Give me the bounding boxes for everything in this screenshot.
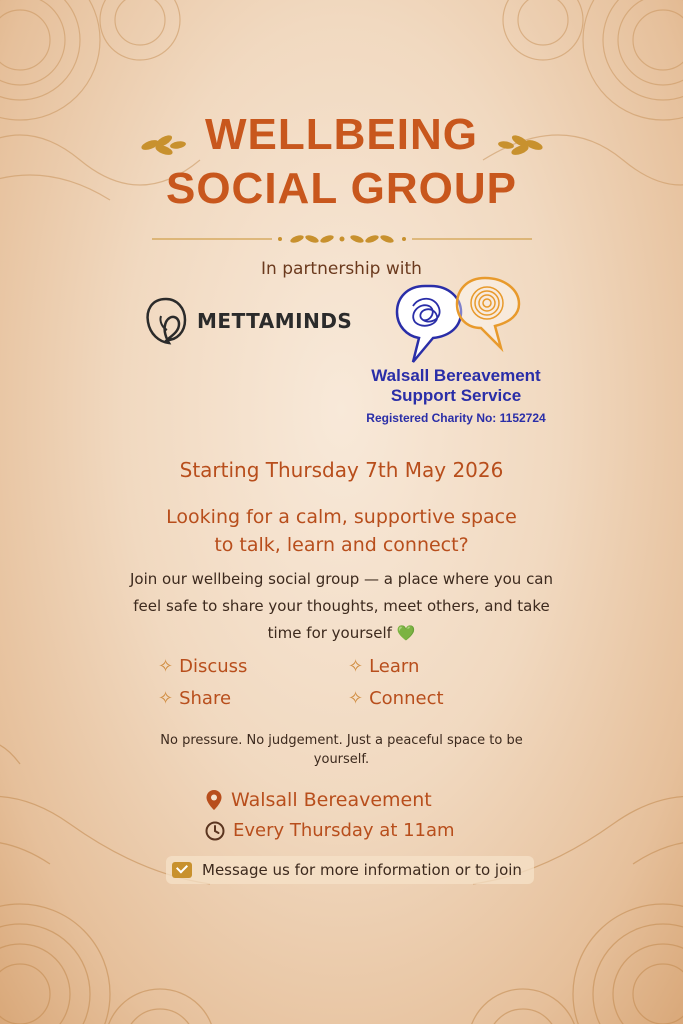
mettaminds-logo — [143, 296, 352, 346]
feature-label: Discuss — [179, 656, 248, 677]
corner-mandala-ornament-bottom-left — [0, 664, 270, 1024]
sparkle-icon: ✧ — [348, 688, 364, 709]
feature-learn — [348, 656, 419, 677]
clock-icon — [205, 821, 225, 841]
schedule-row — [205, 820, 455, 841]
walsall-service-name — [344, 366, 568, 406]
ornamental-divider — [0, 230, 683, 248]
check-mail-icon — [172, 862, 192, 878]
location-pin-icon — [205, 789, 223, 811]
sparkle-icon: ✧ — [348, 656, 364, 677]
green-heart-icon: 💚 — [396, 624, 416, 642]
walsall-name-line-2: Support Service — [390, 386, 522, 405]
leaf-divider-icon — [152, 230, 532, 248]
question-line-1: Looking for a calm, supportive space — [166, 506, 517, 528]
page-title — [0, 108, 683, 216]
description-text: Join our wellbeing social group — a place where you can feel safe to share your thoughts, meet others, and take time for yourself — [129, 570, 554, 642]
question-line-2: to talk, learn and connect? — [214, 534, 469, 556]
feature-share — [158, 688, 231, 709]
walsall-name-line-1: Walsall Bereavement — [371, 366, 541, 385]
start-date: Starting Thursday 7th May 2026 — [179, 458, 504, 482]
feature-label: Connect — [369, 688, 444, 709]
location-text: Walsall Bereavement — [231, 789, 432, 811]
location-row — [205, 789, 432, 811]
tagline: No pressure. No judgement. Just a peaceful space to be yourself. — [160, 733, 523, 767]
charity-number: Registered Charity No: 1152724 — [366, 411, 546, 425]
sparkle-icon: ✧ — [158, 656, 174, 677]
sparkle-icon: ✧ — [158, 688, 174, 709]
title-line-2: SOCIAL GROUP — [165, 164, 517, 213]
partnership-label: In partnership with — [261, 259, 422, 279]
mettaminds-name: METTAMINDS — [197, 309, 353, 333]
feature-label: Share — [179, 688, 232, 709]
corner-mandala-ornament-bottom-right — [413, 664, 683, 1024]
mettaminds-head-icon — [143, 296, 189, 346]
feature-label: Learn — [369, 656, 420, 677]
title-line-1: WELLBEING — [205, 110, 478, 159]
message-text: Message us for more information or to join — [202, 861, 522, 879]
laurel-left-icon — [138, 130, 190, 160]
feature-connect — [348, 688, 444, 709]
feature-discuss — [158, 656, 247, 677]
laurel-right-icon — [494, 130, 546, 160]
message-banner — [166, 856, 534, 884]
description — [0, 566, 683, 647]
intro-question — [0, 503, 683, 559]
walsall-speech-bubbles-logo — [393, 276, 523, 368]
schedule-text: Every Thursday at 11am — [233, 820, 455, 841]
